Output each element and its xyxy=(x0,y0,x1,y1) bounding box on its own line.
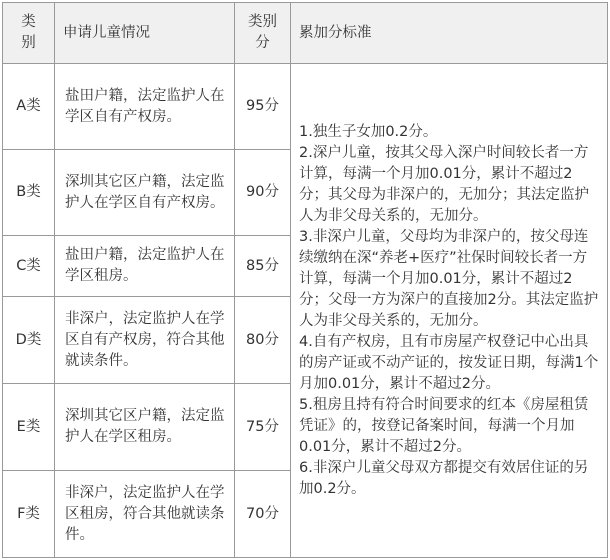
condition-cell: 盐田户籍，法定监护人在学区租房。 xyxy=(55,236,235,297)
score-cell: 80分 xyxy=(235,297,291,384)
table-row-a xyxy=(3,64,608,150)
admission-points-table xyxy=(2,2,608,558)
criteria-cell xyxy=(291,64,608,558)
header-category xyxy=(3,3,55,64)
criteria-item-4: 4.自有产权房，且有市房屋产权登记中心出具的房产证或不动产证的，按发证日期，每满1个月加0.01分，累计不超过2分。 xyxy=(299,333,599,392)
header-score-line1: 类别 xyxy=(248,14,277,30)
header-score-line2: 分 xyxy=(255,35,270,51)
header-condition: 申请儿童情况 xyxy=(55,3,235,64)
header-category-line2: 别 xyxy=(21,35,36,51)
category-cell: A类 xyxy=(3,64,55,150)
condition-cell: 深圳其它区户籍，法定监护人在学区自有产权房。 xyxy=(55,150,235,236)
criteria-item-6: 6.非深户儿童父母双方都提交有效居住证的另加0.2分。 xyxy=(299,459,589,497)
header-category-line1: 类 xyxy=(21,14,36,30)
score-cell: 70分 xyxy=(235,471,291,558)
criteria-item-2: 2.深户儿童，按其父母入深户时间较长者一方计算，每满一个月加0.01分，累计不超过2分；其父母为非深户的，无加分；其法定监护人为非父母关系的，无加分。 xyxy=(299,144,589,224)
condition-cell: 非深户，法定监护人在学区自有产权房，符合其他就读条件。 xyxy=(55,297,235,384)
table-header-row xyxy=(3,3,608,64)
header-score xyxy=(235,3,291,64)
condition-cell: 深圳其它区户籍，法定监护人在学区租房。 xyxy=(55,384,235,471)
condition-cell: 非深户，法定监护人在学区租房，符合其他就读条件。 xyxy=(55,471,235,558)
score-cell: 75分 xyxy=(235,384,291,471)
header-criteria: 累加分标准 xyxy=(291,3,608,64)
criteria-item-5: 5.租房且持有符合时间要求的红本《房屋租赁凭证》的，按登记备案时间，每满一个月加0.01分，累计不超过2分。 xyxy=(299,396,589,455)
condition-cell: 盐田户籍，法定监护人在学区自有产权房。 xyxy=(55,64,235,150)
category-cell: B类 xyxy=(3,150,55,236)
criteria-item-3: 3.非深户儿童，父母均为非深户的，按父母连续缴纳在深“养老+医疗”社保时间较长者一方计算，每满一个月加0.01分，累计不超过2分；父母一方为深户的直接加2分。其法定监护人为非父母关系的，无加分。 xyxy=(299,228,599,329)
score-cell: 85分 xyxy=(235,236,291,297)
score-cell: 90分 xyxy=(235,150,291,236)
criteria-item-1: 1.独生子女加0.2分。 xyxy=(299,123,438,140)
category-cell: F类 xyxy=(3,471,55,558)
category-cell: D类 xyxy=(3,297,55,384)
category-cell: C类 xyxy=(3,236,55,297)
score-cell: 95分 xyxy=(235,64,291,150)
category-cell: E类 xyxy=(3,384,55,471)
